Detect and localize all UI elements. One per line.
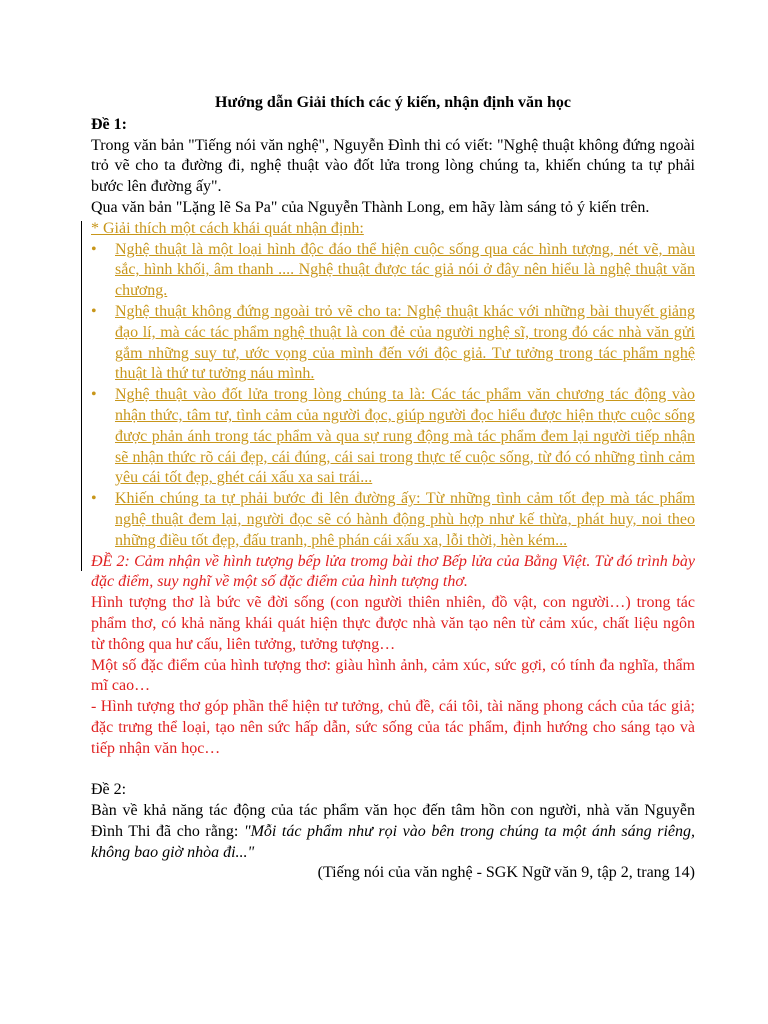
- bullet-icon: •: [91, 386, 97, 404]
- de2-intro-paragraph: [91, 801, 695, 863]
- bullet-icon: •: [91, 302, 97, 320]
- de2-source: (Tiếng nói của văn nghệ - SGK Ngữ văn 9, tập 2, trang 14): [317, 864, 695, 882]
- de1-task-paragraph: Qua văn bản "Lặng lẽ Sa Pa" của Nguyễn Thành Long, em hãy làm sáng tỏ ý kiến trên.: [91, 198, 650, 216]
- de2-heading: Đề 2:: [91, 781, 127, 799]
- tracked-change-block: [91, 219, 695, 552]
- explain-bullet-item: [91, 302, 695, 385]
- de2-quote: "Mỗi tác phẩm như rọi vào bên trong chúng ta một ánh sáng riêng, không bao giờ nhòa đi...": [91, 822, 695, 861]
- bullet-text: Nghệ thuật vào đốt lửa trong lòng chúng ta là: Các tác phẩm văn chương tác động vào nhận thức, tâm tư, tình cảm của người đọc, giúp người đọc hiểu được hiện thực cuộc sống được phản ánh trong tác phẩm và qua sự rung động mà tác phẩm đem lại người tiếp nhận sẽ nhận thức rõ cái đẹp, cái đúng, cái sai trong thực tế cuộc sống, từ đó có những tình cảm yêu cái tốt đẹp, ghét cái xấu xa sai trái...: [115, 386, 695, 487]
- change-bar: [81, 221, 82, 571]
- explain-bullet-item: [91, 489, 695, 551]
- document-title: Hướng dẫn Giải thích các ý kiến, nhận định văn học: [215, 94, 571, 111]
- de2-intro-text: Bàn về khả năng tác động của tác phẩm văn học đến tâm hồn con người, nhà văn Nguyễn Đình Thi đã cho rằng:: [91, 802, 695, 840]
- de1-heading: Đề 1:: [91, 115, 127, 133]
- de2-red-paragraph-3: - Hình tượng thơ góp phần thể hiện tư tưởng, chủ đề, cái tôi, tài năng phong cách của tác giả; đặc trưng thể loại, tạo nên sức hấp dẫn, sức sống của tác phẩm, định hướng cho sáng tạo và tiếp nhận văn học…: [91, 698, 695, 757]
- explain-bullet-item: [91, 240, 695, 302]
- de2-red-paragraph-1: Hình tượng thơ là bức vẽ đời sống (con người thiên nhiên, đồ vật, con người…) trong tác phẩm thơ, có khả năng khái quát hiện thực được nhà văn tạo nên từ cảm xúc, chất liệu ngôn từ thông qua hư cấu, liên tưởng, tưởng tượng…: [91, 594, 695, 653]
- bullet-text: Nghệ thuật không đứng ngoài trỏ vẽ cho ta: Nghệ thuật khác với những bài thuyết giảng đạo lí, mà các tác phẩm nghệ thuật là con đẻ của người nghệ sĩ, trong đó các nhà văn gửi gắm những suy tư, ước vọng của mình đến với độc giả. Tư tưởng trong tác phẩm nghệ thuật là thứ tư tưởng náu mình.: [115, 302, 695, 383]
- bullet-icon: •: [91, 490, 97, 508]
- bullet-icon: •: [91, 240, 97, 258]
- de1-quote-paragraph: Trong văn bản "Tiếng nói văn nghệ", Nguyễn Đình thi có viết: "Nghệ thuật không đứng ngoài trỏ vẽ cho ta đường đi, nghệ thuật vào đốt lửa trong lòng chúng ta, khiến chúng ta tự phải bước lên đường ấy".: [91, 136, 695, 196]
- explain-bullet-item: [91, 385, 695, 489]
- explain-heading: * Giải thích một cách khái quát nhận định:: [91, 219, 364, 237]
- bullet-text: Khiến chúng ta tự phải bước đi lên đường ấy: Từ những tình cảm tốt đẹp mà tác phẩm nghệ thuật đem lại, người đọc sẽ có hành động phù hợp như kế thừa, phát huy, noi theo những điều tốt đẹp, đấu tranh, phê phán cái xấu xa, lỗi thời, hèn kém...: [115, 490, 695, 549]
- document-body: [91, 93, 695, 884]
- bullet-text: Nghệ thuật là một loại hình độc đáo thể hiện cuộc sống qua các hình tượng, nét vẽ, màu sắc, hình khối, âm thanh .... Nghệ thuật được tác giả nói ở đây nên hiểu là nghệ thuật văn chương.: [115, 240, 695, 300]
- de2-red-heading: ĐỀ 2: Cảm nhận về hình tượng bếp lửa tromg bài thơ Bếp lửa của Bằng Việt. Từ đó trình bày đặc điểm, suy nghĩ về một số đặc điểm của hình tượng thơ.: [91, 552, 695, 591]
- de2-red-paragraph-2: Một số đặc điểm của hình tượng thơ: giàu hình ảnh, cảm xúc, sức gợi, có tính đa nghĩa, thẩm mĩ cao…: [91, 656, 695, 695]
- blank-line: [91, 760, 695, 781]
